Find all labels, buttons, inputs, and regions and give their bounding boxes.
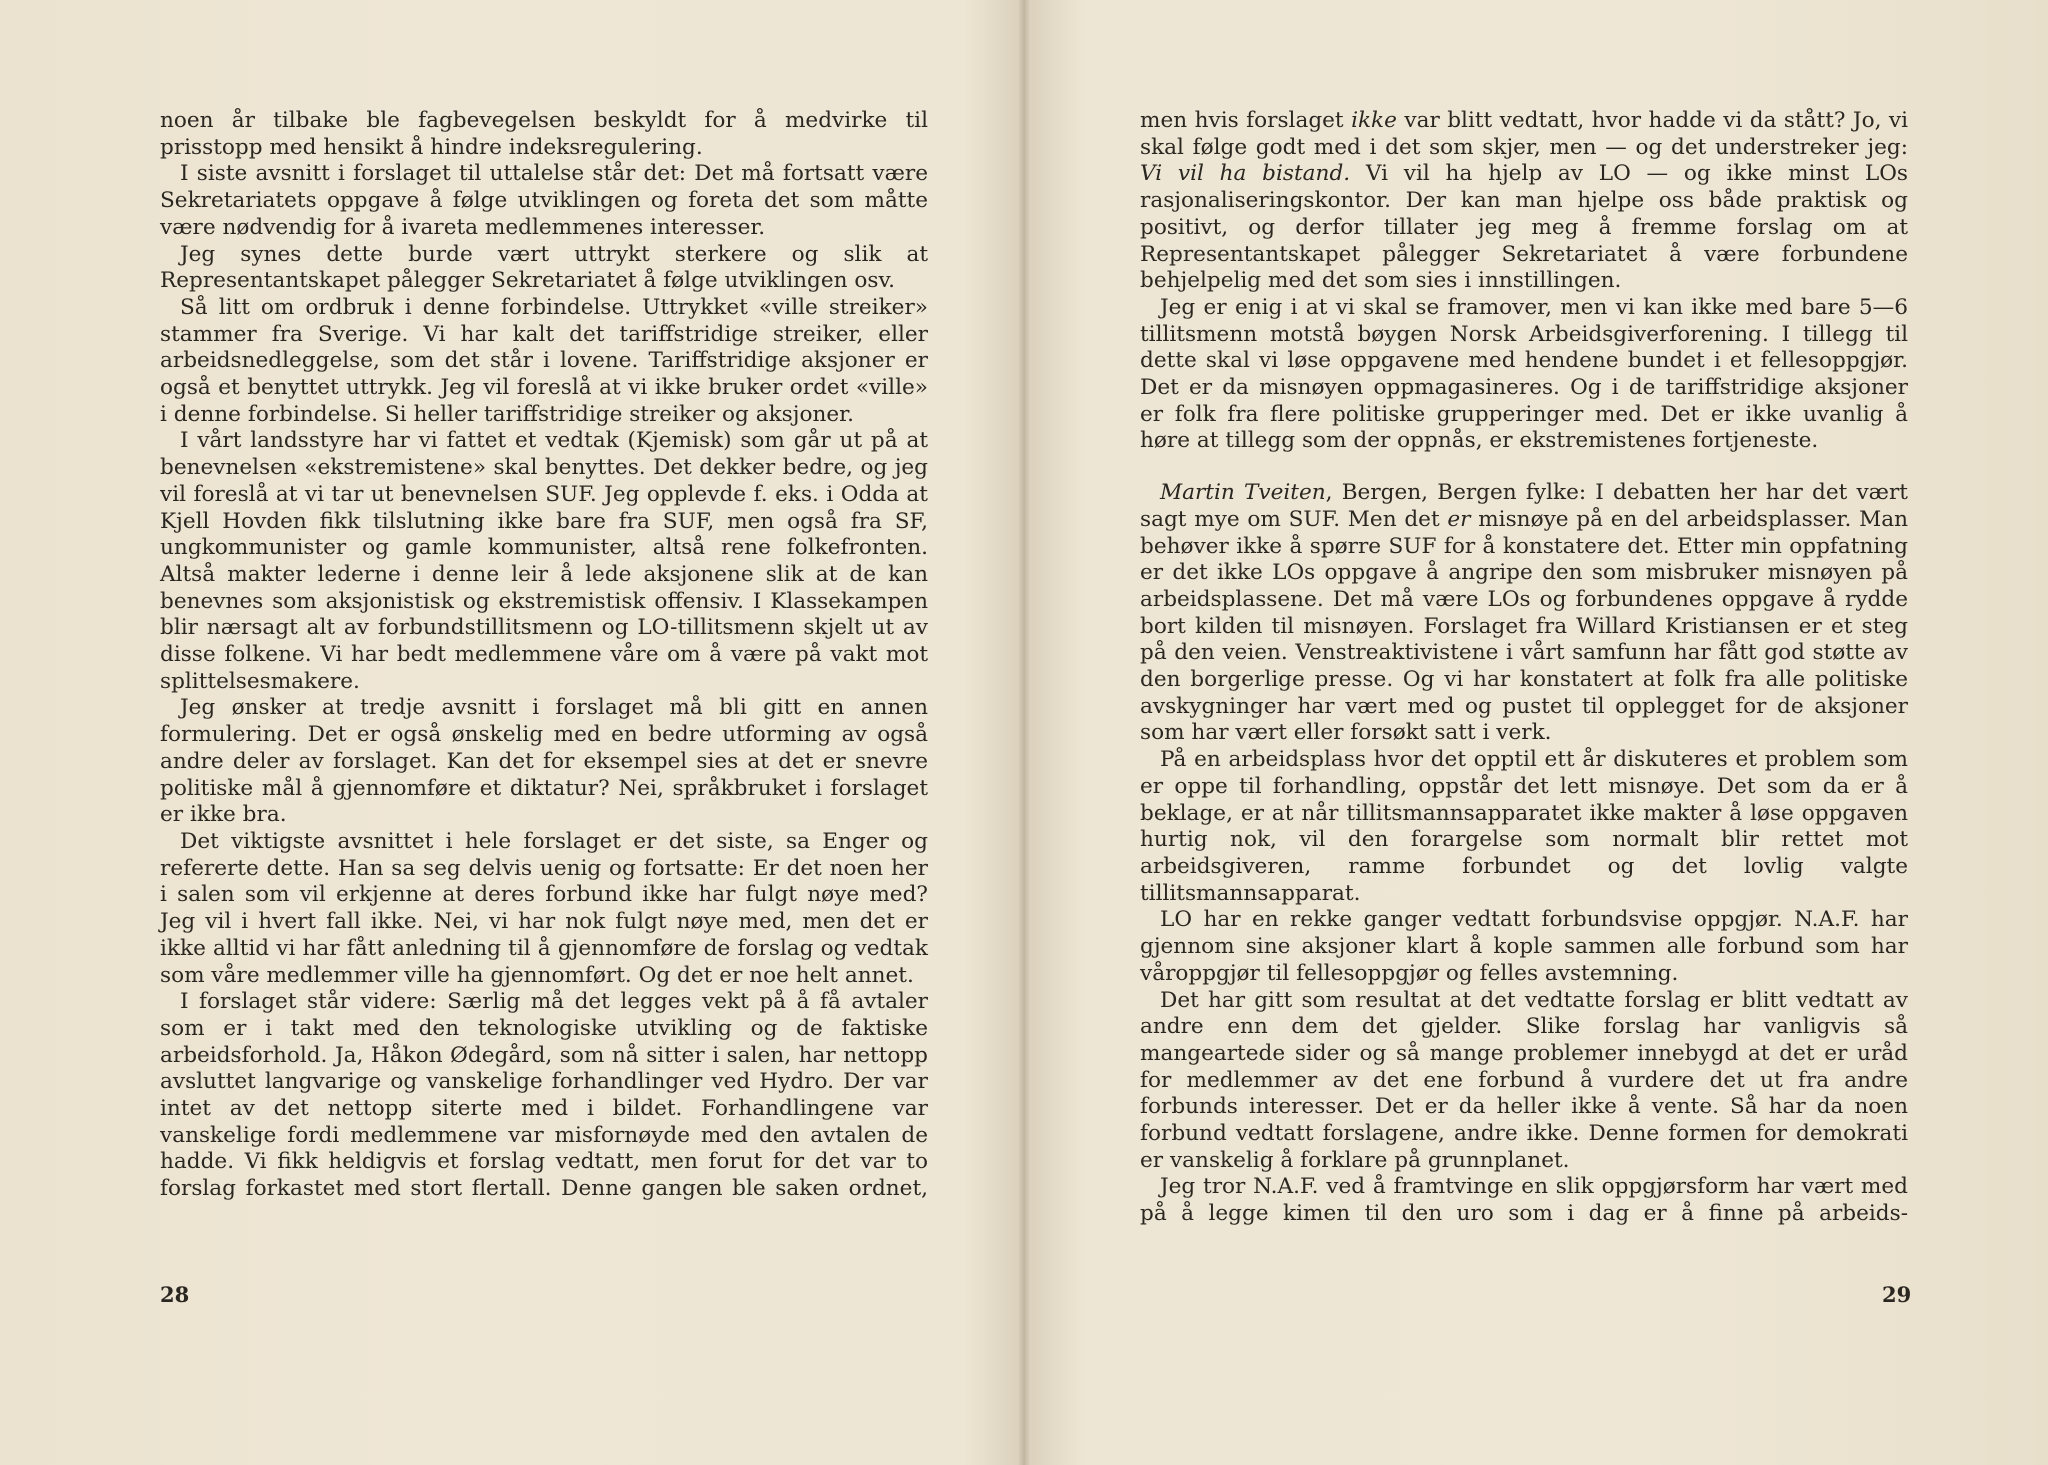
text-run: , Bergen, Bergen fylke: I debatten her har det vært sagt mye om SUF. Men det <box>1140 480 1908 532</box>
page-number-right: 29 <box>1882 1282 1912 1307</box>
paragraph <box>1140 108 1908 295</box>
left-page <box>160 108 928 1203</box>
page-number-left: 28 <box>160 1282 190 1307</box>
paragraph: noen år tilbake ble fagbevegelsen beskyldt for å medvirke til prisstopp med hensikt å hindre indeksregulering. <box>160 108 928 160</box>
paragraph: Jeg ønsker at tredje avsnitt i forslaget må bli gitt en annen formulering. Det er også ønskelig med en bedre utforming av også andre deler av forslaget. Kan det for eksempel sies at det er snevre politiske mål å gjennomføre et diktatur? Nei, språkbruket i forslaget er ikke bra. <box>160 695 928 828</box>
paragraph: I siste avsnitt i forslaget til uttalelse står det: Det må fortsatt være Sekretariatets oppgave å følge utviklingen og foreta det som måtte være nødvendig for å ivareta medlemmenes interesser. <box>160 161 928 240</box>
text-run: men hvis forslaget <box>1140 108 1352 133</box>
paragraph: Det har gitt som resultat at det vedtatte forslag er blitt vedtatt av andre enn dem det gjelder. Slike forslag har vanligvis så mangeartede sider og så mange problemer innebygd at det er uråd for medlemmer av det ene forbund å vurdere det ut fra andre forbunds interesser. Det er da heller ikke å vente. Så har da noen forbund vedtatt forslagene, andre ikke. Denne formen for demokrati er vanskelig å forklare på grunnplanet. <box>1140 987 1908 1173</box>
text-run: misnøye på en del arbeidsplasser. Man behøver ikke å spørre SUF for å konstatere det. Etter min oppfatning er det ikke LOs oppgave å angripe den som misbruker misnøyen på arbeidsplassene. Det må være LOs og forbundenes oppgave å rydde bort kilden til misnøyen. Forslaget fra Willard Kristiansen er et steg på den veien. Venstreaktivistene i vårt samfunn har fått god støtte av den borgerlige presse. Og vi har konstatert at folk fra alle politiske avskygninger har vært med og pustet til opplegget for de aksjoner som har vært eller forsøkt satt i verk. <box>1140 506 1908 746</box>
paragraph: LO har en rekke ganger vedtatt forbundsvise oppgjør. N.A.F. har gjennom sine aksjoner klart å kople sammen alle forbund som har våroppgjør til fellesoppgjør og felles avstemning. <box>1140 907 1908 986</box>
emphasis: er <box>1447 506 1471 532</box>
paragraph: Jeg tror N.A.F. ved å framtvinge en slik oppgjørsform har vært med på å legge kimen til den uro som i dag er å finne på arbeids- <box>1140 1174 1908 1227</box>
right-page <box>1140 108 1908 1228</box>
paragraph: Det viktigste avsnittet i hele forslaget er det siste, sa Enger og refererte dette. Han sa seg delvis uenig og fortsatte: Er det noen her i salen som vil erkjenne at deres forbund ikke har fulgt nøye med? Jeg vil i hvert fall ikke. Nei, vi har nok fulgt nøye med, men det er ikke alltid vi har fått anledning til å gjennomføre de forslag og vedtak som våre medlemmer ville ha gjennomført. Og det er noe helt annet. <box>160 828 928 988</box>
paragraph: I vårt landsstyre har vi fattet et vedtak (Kjemisk) som går ut på at benevnelsen «ekstremistene» skal benyttes. Det dekker bedre, og jeg vil foreslå at vi tar ut benevnelsen SUF. Jeg opplevde f. eks. i Odda at Kjell Hovden fikk tilslutning ikke bare fra SUF, men også fra SF, ungkommunister og gamle kommunister, altså rene folkefronten. Altså makter lederne i denne leir å lede aksjonene slik at de kan benevnes som aksjonistisk og ekstremistisk offensiv. I Klassekampen blir nærsagt alt av forbundstillitsmenn og LO-tillitsmenn skjelt ut av disse folkene. Vi har bedt medlemmene våre om å være på vakt mot splittelsesmakere. <box>160 428 928 694</box>
paragraph: Jeg synes dette burde vært uttrykt sterkere og slik at Representantskapet pålegger Sekretariatet å følge utviklingen osv. <box>160 241 928 294</box>
paragraph: Jeg er enig i at vi skal se framover, men vi kan ikke med bare 5—6 tillitsmenn motstå bøygen Norsk Arbeidsgiverforening. I tillegg til dette skal vi løse oppgavene med hendene bundet i et fellesoppgjør. Det er da misnøyen oppmagasineres. Og i de tariffstridige aksjoner er folk fra flere politiske grupperinger med. Det er ikke uvanlig å høre at tillegg som der oppnås, er ekstremistenes fortjeneste. <box>1140 294 1908 454</box>
speaker-name: Martin Tveiten <box>1160 480 1326 506</box>
paragraph: I forslaget står videre: Særlig må det legges vekt på å få avtaler som er i takt med den teknologiske utvikling og de faktiske arbeidsforhold. Ja, Håkon Ødegård, som nå sitter i salen, har nettopp avsluttet langvarige og vanskelige forhandlinger ved Hydro. Der var intet av det nettopp siterte med i bildet. Forhandlingene var vanskelige fordi medlemmene var misfornøyde med den avtalen de hadde. Vi fikk heldigvis et forslag vedtatt, men forut for det var to forslag forkastet med stort flertall. Denne gangen ble saken ordnet, <box>160 989 928 1202</box>
text-run: var blitt vedtatt, hvor hadde vi da stått? Jo, vi skal følge godt med i det som skjer, men — og det understreker jeg: <box>1140 108 1908 160</box>
emphasis: ikke <box>1351 108 1397 133</box>
paragraph: På en arbeidsplass hvor det opptil ett år diskuteres et problem som er oppe til forhandling, oppstår det lett misnøye. Det som da er å beklage, er at når tillitsmannsapparatet ikke makter å løse oppgaven hurtig nok, vil den forargelse som normalt blir rettet mot arbeidsgiveren, ramme forbundet og det lovlig valgte tillitsmannsapparat. <box>1140 747 1908 906</box>
emphasis: Vi vil ha bistand. <box>1140 161 1351 187</box>
text-run: Vi vil ha hjelp av LO — og ikke minst LOs rasjonaliseringskontor. Der kan man hjelpe oss både praktisk og positivt, og derfor tillater jeg meg å fremme forslag om at Representantskapet pålegger Sekretariatet å være forbundene behjelpelig med det som sies i innstillingen. <box>1140 161 1909 294</box>
book-gutter <box>1018 0 1030 1465</box>
paragraph: Så litt om ordbruk i denne forbindelse. Uttrykket «ville streiker» stammer fra Sverige. Vi har kalt det tariffstridige streiker, eller arbeidsnedleggelse, som det står i lovene. Tariffstridige aksjoner er også et benyttet uttrykk. Jeg vil foreslå at vi ikke bruker ordet «ville» i denne forbindelse. Si heller tariffstridige streiker og aksjoner. <box>160 294 928 427</box>
speaker-paragraph <box>1140 480 1908 747</box>
